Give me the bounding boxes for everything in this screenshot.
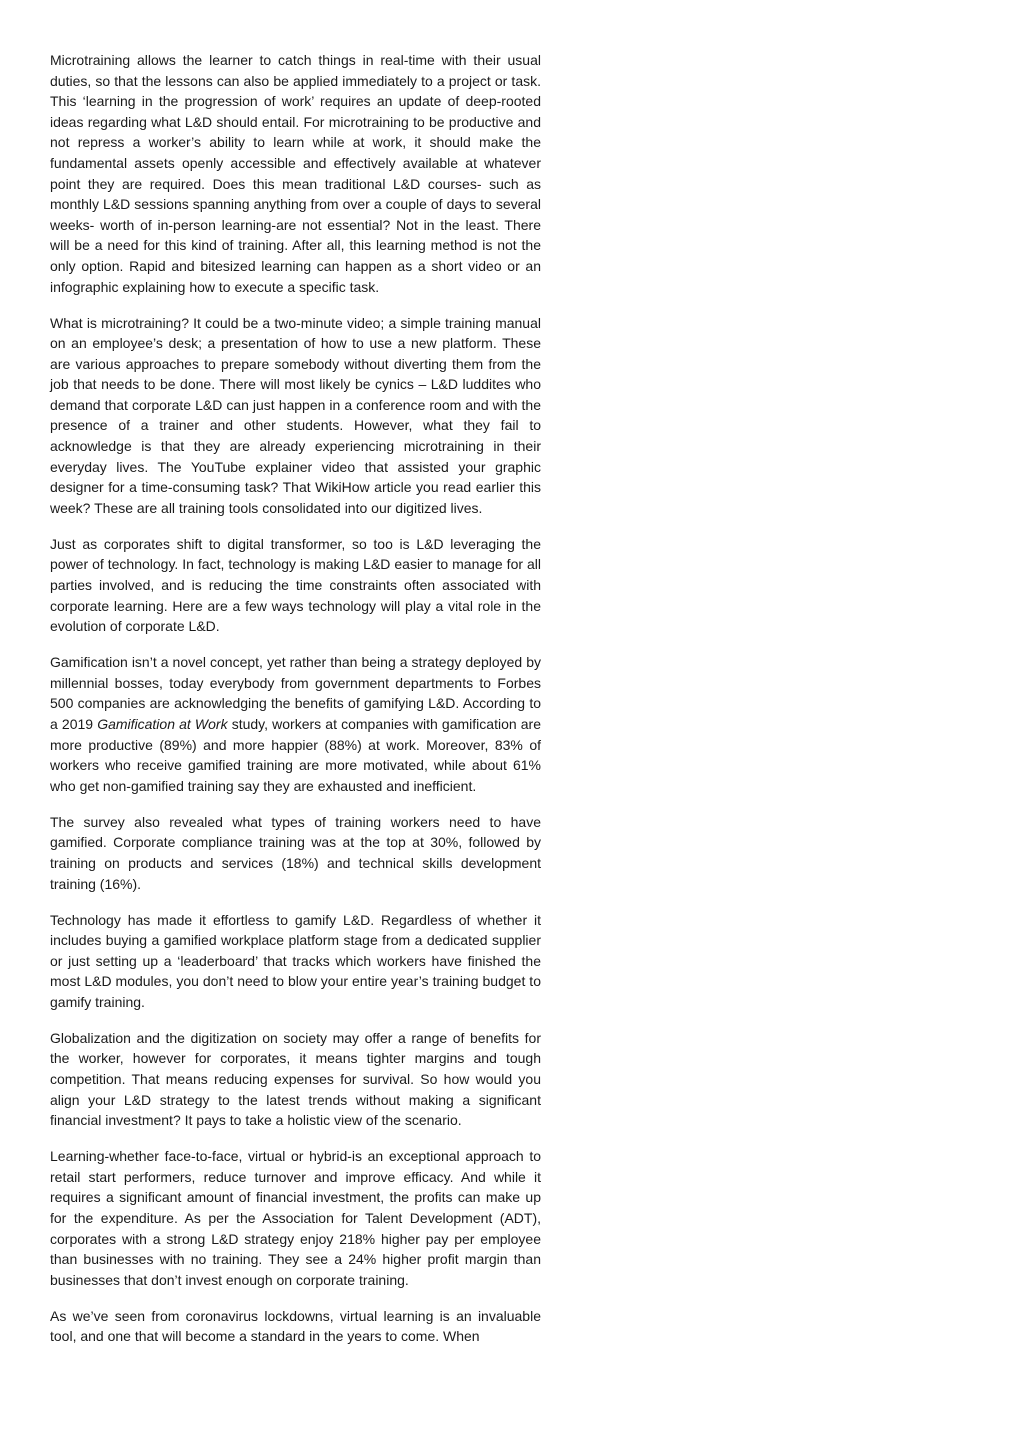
gamification-text-after: study, workers at companies with gamification are more productive (89%) and more happier (88%) at work. Moreover, 83% of workers who receive gamified training are more motivated, while about 61% who get non-gamified training say they are exhausted and inefficient. xyxy=(50,715,541,794)
paragraph-technology-shift: Just as corporates shift to digital transformer, so too is L&D leveraging the power of technology. In fact, technology is making L&D easier to manage for all parties involved, and is reducing the time constraints often associated with corporate learning. Here are a few ways technology will play a vital role in the evolution of corporate L&D. xyxy=(50,535,541,635)
paragraph-learning-investment: Learning-whether face-to-face, virtual or hybrid-is an exceptional approach to retail start performers, reduce turnover and improve efficacy. And while it requires a significant amount of financial investment, the profits can make up for the expenditure. As per the Association for Talent Development (ADT), corporates with a strong L&D strategy enjoy 218% higher pay per employee than businesses with no training. They see a 24% higher profit margin than businesses that don’t invest enough on corporate training. xyxy=(50,1148,541,1288)
paragraph-virtual-learning: As we’ve seen from coronavirus lockdowns, virtual learning is an invaluable tool, and one that will become a standard in the years to come. When xyxy=(50,1307,541,1345)
paragraph-survey-results: The survey also revealed what types of training workers need to have gamified. Corporate compliance training was at the top at 30%, followed by training on products and services (18%) and technical skills development training (16%). xyxy=(50,813,541,892)
document-page xyxy=(50,50,541,1362)
paragraph-microtraining-intro: Microtraining allows the learner to catch things in real-time with their usual duties, so that the lessons can also be applied immediately to a project or task. This ‘learning in the progression of work’ requires an update of deep-rooted ideas regarding what L&D should entail. For microtraining to be productive and not repress a worker’s ability to learn while at work, it should make the fundamental assets openly accessible and effectively available at whatever point they are required. Does this mean traditional L&D courses- such as monthly L&D sessions spanning anything from over a couple of days to several weeks- worth of in-person learning-are not essential? Not in the least. There will be a need for this kind of training. After all, this learning method is not the only option. Rapid and bitesized learning can happen as a short video or an infographic explaining how to execute a specific task. xyxy=(50,52,541,295)
study-title: Gamification at Work xyxy=(97,715,228,732)
paragraph-gamify-budget: Technology has made it effortless to gamify L&D. Regardless of whether it includes buying a gamified workplace platform stage from a dedicated supplier or just setting up a ‘leaderboard’ that tracks which workers have finished the most L&D modules, you don’t need to blow your entire year’s training budget to gamify training. xyxy=(50,911,541,1010)
paragraph-globalization: Globalization and the digitization on society may offer a range of benefits for the worker, however for corporates, it means tighter margins and tough competition. That means reducing expenses for survival. So how would you align your L&D strategy to the latest trends without making a significant financial investment? It pays to take a holistic view of the scenario. xyxy=(50,1029,541,1129)
gamification-text-before: Gamification isn’t a novel concept, yet rather than being a strategy deployed by millennial bosses, today everybody from government departments to Forbes 500 companies are acknowledging the benefits of gamifying L&D. According to a 2019 xyxy=(50,654,541,732)
paragraph-what-is-microtraining: What is microtraining? It could be a two-minute video; a simple training manual on an employee’s desk; a presentation of how to use a new platform. These are various approaches to prepare somebody without diverting them from the job that needs to be done. There will most likely be cynics – L&D luddites who demand that corporate L&D can just happen in a conference room and with the presence of a trainer and other students. However, what they fail to acknowledge is that they are already experiencing microtraining in their everyday lives. The YouTube explainer video that assisted your graphic designer for a time-consuming task? That WikiHow article you read earlier this week? These are all training tools consolidated into our digitized lives. xyxy=(50,314,541,516)
paragraph-gamification xyxy=(50,652,541,796)
